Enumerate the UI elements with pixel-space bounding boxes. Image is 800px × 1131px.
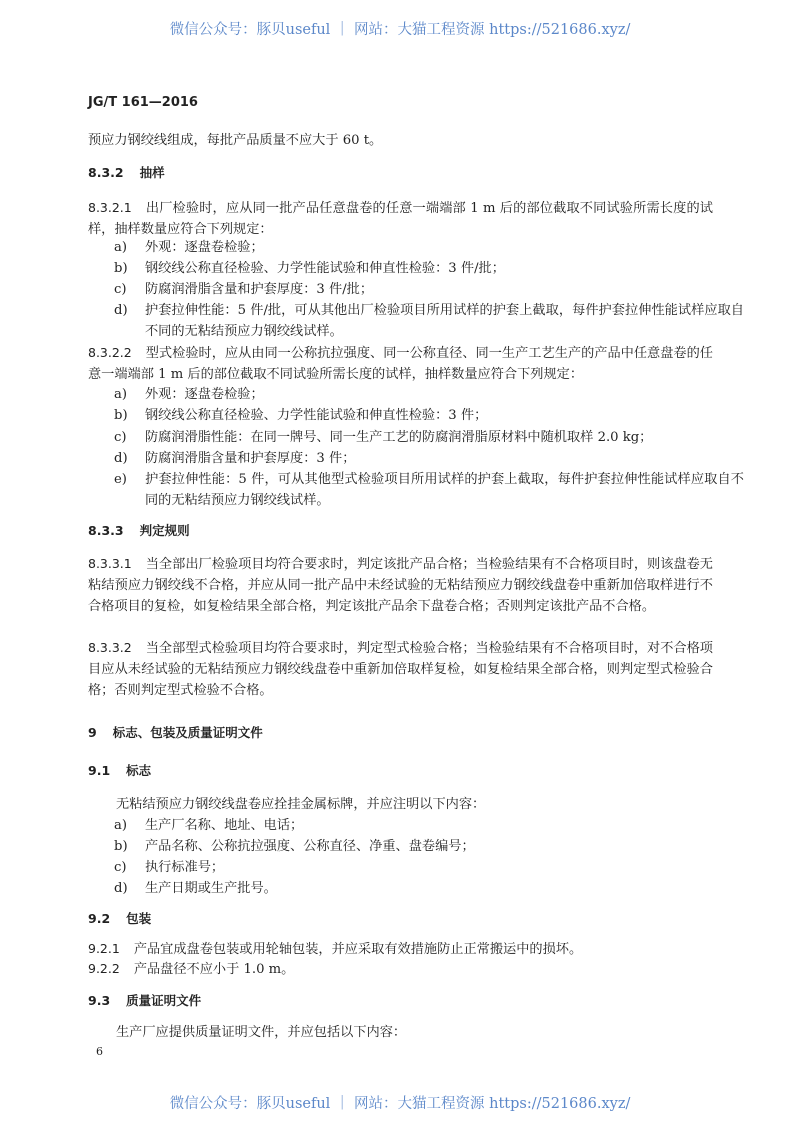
section-heading-9-3 (88, 990, 713, 1011)
list-text: 防腐润滑脂含量和护套厚度：3 件/批； (145, 282, 374, 297)
section-number: 9.1 (88, 763, 111, 778)
list-label: c) (114, 282, 127, 297)
list-item (114, 258, 744, 279)
clause-8-3-3-1 (88, 553, 713, 617)
list-text: 护套拉伸性能：5 件，可从其他型式检验项目所用试样的护套上截取，每件护套拉伸性能试样应取自不同的无粘结预应力钢绞线试样。 (145, 472, 744, 508)
list-label: d) (114, 881, 128, 896)
list-text: 生产日期或生产批号。 (145, 881, 277, 896)
clause-number: 9.2.2 (88, 961, 120, 976)
list-text: 护套拉伸性能：5 件/批，可从其他出厂检验项目所用试样的护套上截取，每件护套拉伸性能试样应取自不同的无粘结预应力钢绞线试样。 (145, 303, 744, 339)
list-label: e) (114, 472, 127, 487)
clause-text: 产品宜成盘卷包装或用轮轴包装，并应采取有效措施防止正常搬运中的损坏。 (133, 942, 583, 957)
list-item (114, 427, 744, 448)
list-text: 执行标准号； (145, 860, 225, 875)
clause-8-3-2-2 (88, 342, 713, 385)
list-item (114, 878, 744, 899)
clause-9-2-1 (88, 938, 713, 960)
list-item (114, 237, 744, 258)
chapter-heading-9 (88, 722, 713, 743)
clause-8-3-2-1 (88, 197, 713, 240)
clause-number: 8.3.2.2 (88, 345, 132, 360)
list-item (114, 448, 744, 469)
standard-code: JG/T 161—2016 (88, 95, 198, 110)
section-title: 标志 (126, 763, 152, 778)
list-label: c) (114, 430, 127, 445)
section-title: 包装 (126, 911, 152, 926)
clause-text: 型式检验时，应从由同一公称抗拉强度、同一公称直径、同一生产工艺生产的产品中任意盘卷的任意一端端部 1 m 后的部位截取不同试验所需长度的试样，抽样数量应符合下列规定： (88, 346, 713, 382)
list-label: d) (114, 451, 128, 466)
list-item (114, 279, 744, 300)
list-item (114, 469, 744, 511)
list-label: b) (114, 261, 128, 276)
list-text: 产品名称、公称抗拉强度、公称直径、净重、盘卷编号； (145, 839, 475, 854)
list-text: 外观：逐盘卷检验； (145, 240, 264, 255)
paragraph: 预应力钢绞线组成，每批产品质量不应大于 60 t。 (88, 133, 383, 148)
section-number: 9 (88, 725, 97, 740)
clause-text: 当全部出厂检验项目均符合要求时，判定该批产品合格；当检验结果有不合格项目时，则该盘卷无粘结预应力钢绞线不合格，并应从同一批产品中未经试验的无粘结预应力钢绞线盘卷中重新加倍取样进行不合格项目的复检，如复检结果全部合格，判定该批产品余下盘卷合格；否则判定该批产品不合格。 (88, 557, 713, 614)
list-item (114, 405, 744, 426)
list-item (114, 384, 744, 405)
watermark-bottom: 微信公众号：豚贝useful ｜ 网站：大猫工程资源 https://521686.xyz/ (169, 1096, 631, 1112)
section-number: 8.3.3 (88, 523, 124, 538)
paragraph: 生产厂应提供质量证明文件，并应包括以下内容： (116, 1025, 407, 1040)
watermark-top: 微信公众号：豚贝useful ｜ 网站：大猫工程资源 https://521686.xyz/ (169, 22, 631, 38)
clause-number: 9.2.1 (88, 941, 120, 956)
section-heading-8-3-2 (88, 162, 713, 183)
clause-8-3-3-2 (88, 637, 713, 701)
list-text: 防腐润滑脂含量和护套厚度：3 件； (145, 451, 356, 466)
section-heading-8-3-3 (88, 520, 713, 541)
section-number: 9.3 (88, 993, 111, 1008)
clause-text: 当全部型式检验项目均符合要求时，判定型式检验合格；当检验结果有不合格项目时，对不合格项目应从未经试验的无粘结预应力钢绞线盘卷中重新加倍取样复检，如复检结果全部合格，则判定型式检验合格；否则判定型式检验不合格。 (88, 641, 713, 698)
list-label: a) (114, 240, 128, 255)
section-title: 标志、包装及质量证明文件 (112, 725, 263, 740)
list-item (114, 857, 744, 878)
list-item (114, 836, 744, 857)
section-title: 质量证明文件 (126, 993, 202, 1008)
clause-number: 8.3.3.1 (88, 556, 132, 571)
list-item (114, 815, 744, 836)
paragraph: 无粘结预应力钢绞线盘卷应拴挂金属标牌，并应注明以下内容： (116, 797, 486, 812)
section-number: 8.3.2 (88, 165, 124, 180)
section-number: 9.2 (88, 911, 111, 926)
list-label: b) (114, 839, 128, 854)
clause-9-2-2 (88, 958, 713, 980)
list-label: d) (114, 303, 128, 318)
list-label: b) (114, 408, 128, 423)
list-text: 外观：逐盘卷检验； (145, 387, 264, 402)
list-item (114, 300, 744, 342)
list-text: 钢绞线公称直径检验、力学性能试验和伸直性检验：3 件； (145, 408, 488, 423)
page-number: 6 (96, 1045, 103, 1058)
section-title: 抽样 (139, 165, 165, 180)
list-label: c) (114, 860, 127, 875)
section-title: 判定规则 (139, 523, 190, 538)
list-label: a) (114, 387, 128, 402)
clause-number: 8.3.3.2 (88, 640, 132, 655)
clause-text: 出厂检验时，应从同一批产品任意盘卷的任意一端端部 1 m 后的部位截取不同试验所需长度的试样，抽样数量应符合下列规定： (88, 201, 713, 237)
clause-text: 产品盘径不应小于 1.0 m。 (133, 962, 295, 977)
section-heading-9-2 (88, 908, 713, 929)
list-text: 生产厂名称、地址、电话； (145, 818, 304, 833)
clause-number: 8.3.2.1 (88, 200, 132, 215)
section-heading-9-1 (88, 760, 713, 781)
list-text: 防腐润滑脂性能：在同一牌号、同一生产工艺的防腐润滑脂原材料中随机取样 2.0 kg； (145, 430, 653, 445)
list-label: a) (114, 818, 128, 833)
list-text: 钢绞线公称直径检验、力学性能试验和伸直性检验：3 件/批； (145, 261, 505, 276)
